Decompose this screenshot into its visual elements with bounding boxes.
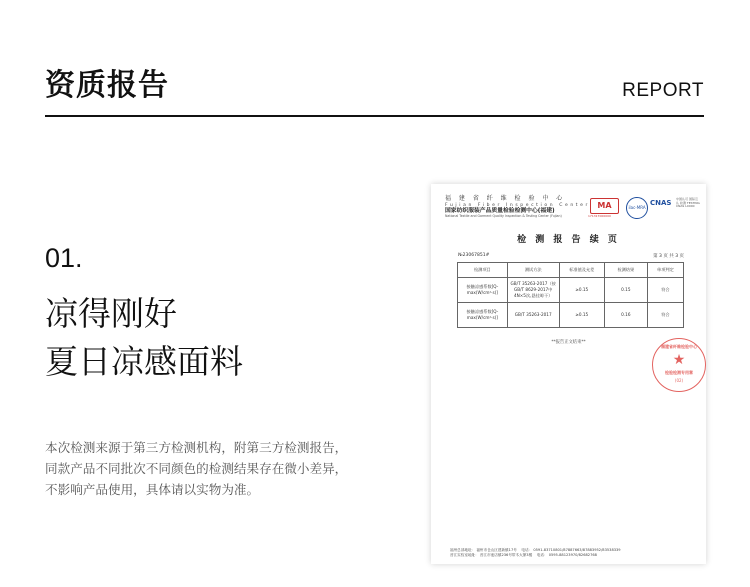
table-row [458,303,684,328]
header-divider [45,115,704,117]
table-cell: ≥0.15 [559,303,604,328]
column-header: 标准值及允差 [559,263,604,278]
institute-header [445,196,590,218]
report-footer [450,548,621,559]
description-line: 本次检测来源于第三方检测机构，附第三方检测报告， [45,440,348,455]
test-report-image [431,184,706,564]
table-cell: 0.15 [604,278,647,303]
institute-name-en: Fujian Fiber Inspection Center [445,202,590,208]
table-cell: 接触凉感系数[Q-max(W/cm²·s)] [458,303,508,328]
description-line: 不影响产品使用，具体请以实物为准。 [45,482,260,497]
official-seal-stamp [652,338,706,392]
column-header: 检测结果 [604,263,647,278]
cnas-sub-text: 中国认可 国际互认 检测 TESTING CNAS L0000 [676,197,700,209]
footer-address-label: 福州总部地址： [450,548,476,552]
footer-address-label: 晋江实验室地址： [450,553,479,558]
star-icon: ★ [672,352,686,368]
page-title: 资质报告 [45,68,169,103]
footer-line [450,553,621,558]
table-cell: 0.16 [604,303,647,328]
national-center-en: National Textile and Garment Quality Inspection & Testing Center (Fujian) [445,213,562,218]
column-header: 检测项目 [458,263,508,278]
certification-logos [588,196,700,218]
institute-name-cn: 福 建 省 纤 维 检 验 中 心 [445,195,566,202]
table-cell: GB/T 35263-2017（按GB/T 8629-2017中4N×5次,悬挂晾干） [507,278,559,303]
report-label: REPORT [622,80,704,101]
table-header-row [458,263,684,278]
footer-address: 福州市仓山区建新镇17号 [476,548,517,552]
section-headline [45,290,243,386]
table-cell: GB/T 35263-2017 [507,303,559,328]
results-table [457,262,684,328]
stamp-ring-text: 福建省纤维检验中心 [661,344,697,349]
stamp-number: (02) [674,378,684,383]
section-description [45,437,347,500]
description-line: 同款产品不同批次不同颜色的检测结果存在微小差异， [45,461,348,476]
report-serial: №23067851# [458,253,490,258]
table-cell: 接触凉感系数[Q-max(W/cm²·s)] [458,278,508,303]
report-title: 检 测 报 告 续 页 [517,235,620,245]
cnas-logo-icon: CNAS [650,199,672,207]
footer-address: 晋江市池店镇236号带木大厦3楼 [479,553,533,558]
ilac-logo-icon: ilac-MRA [626,197,648,219]
table-cell: 符合 [647,278,683,303]
headline-line: 夏日凉感面料 [45,342,243,381]
headline-line: 凉得刚好 [45,294,177,333]
column-header: 测试方法 [507,263,559,278]
column-header: 单项判定 [647,263,683,278]
ma-code: 171317000000 [588,214,611,218]
ma-logo-icon: MA [590,198,619,214]
table-row [458,278,684,303]
report-end-note: **报告正文结束** [551,340,586,345]
table-cell: 符合 [647,303,683,328]
table-cell: ≥0.15 [559,278,604,303]
stamp-dept-text: 检验检测专用章 [665,370,693,375]
footer-phone: 0591-83710801/87887663/87883952/83538339 [533,548,621,552]
footer-phone-label: 电话： [521,548,533,552]
national-center-cn: 国家纺织服装产品质量检验检测中心(福建) [445,208,555,215]
footer-phone-label: 电话： [536,553,548,558]
report-page-info: 第 3 页 共 3 页 [653,254,684,259]
footer-phone: 0595-88123970/82682768 [548,553,597,558]
section-number: 01. [45,243,83,273]
